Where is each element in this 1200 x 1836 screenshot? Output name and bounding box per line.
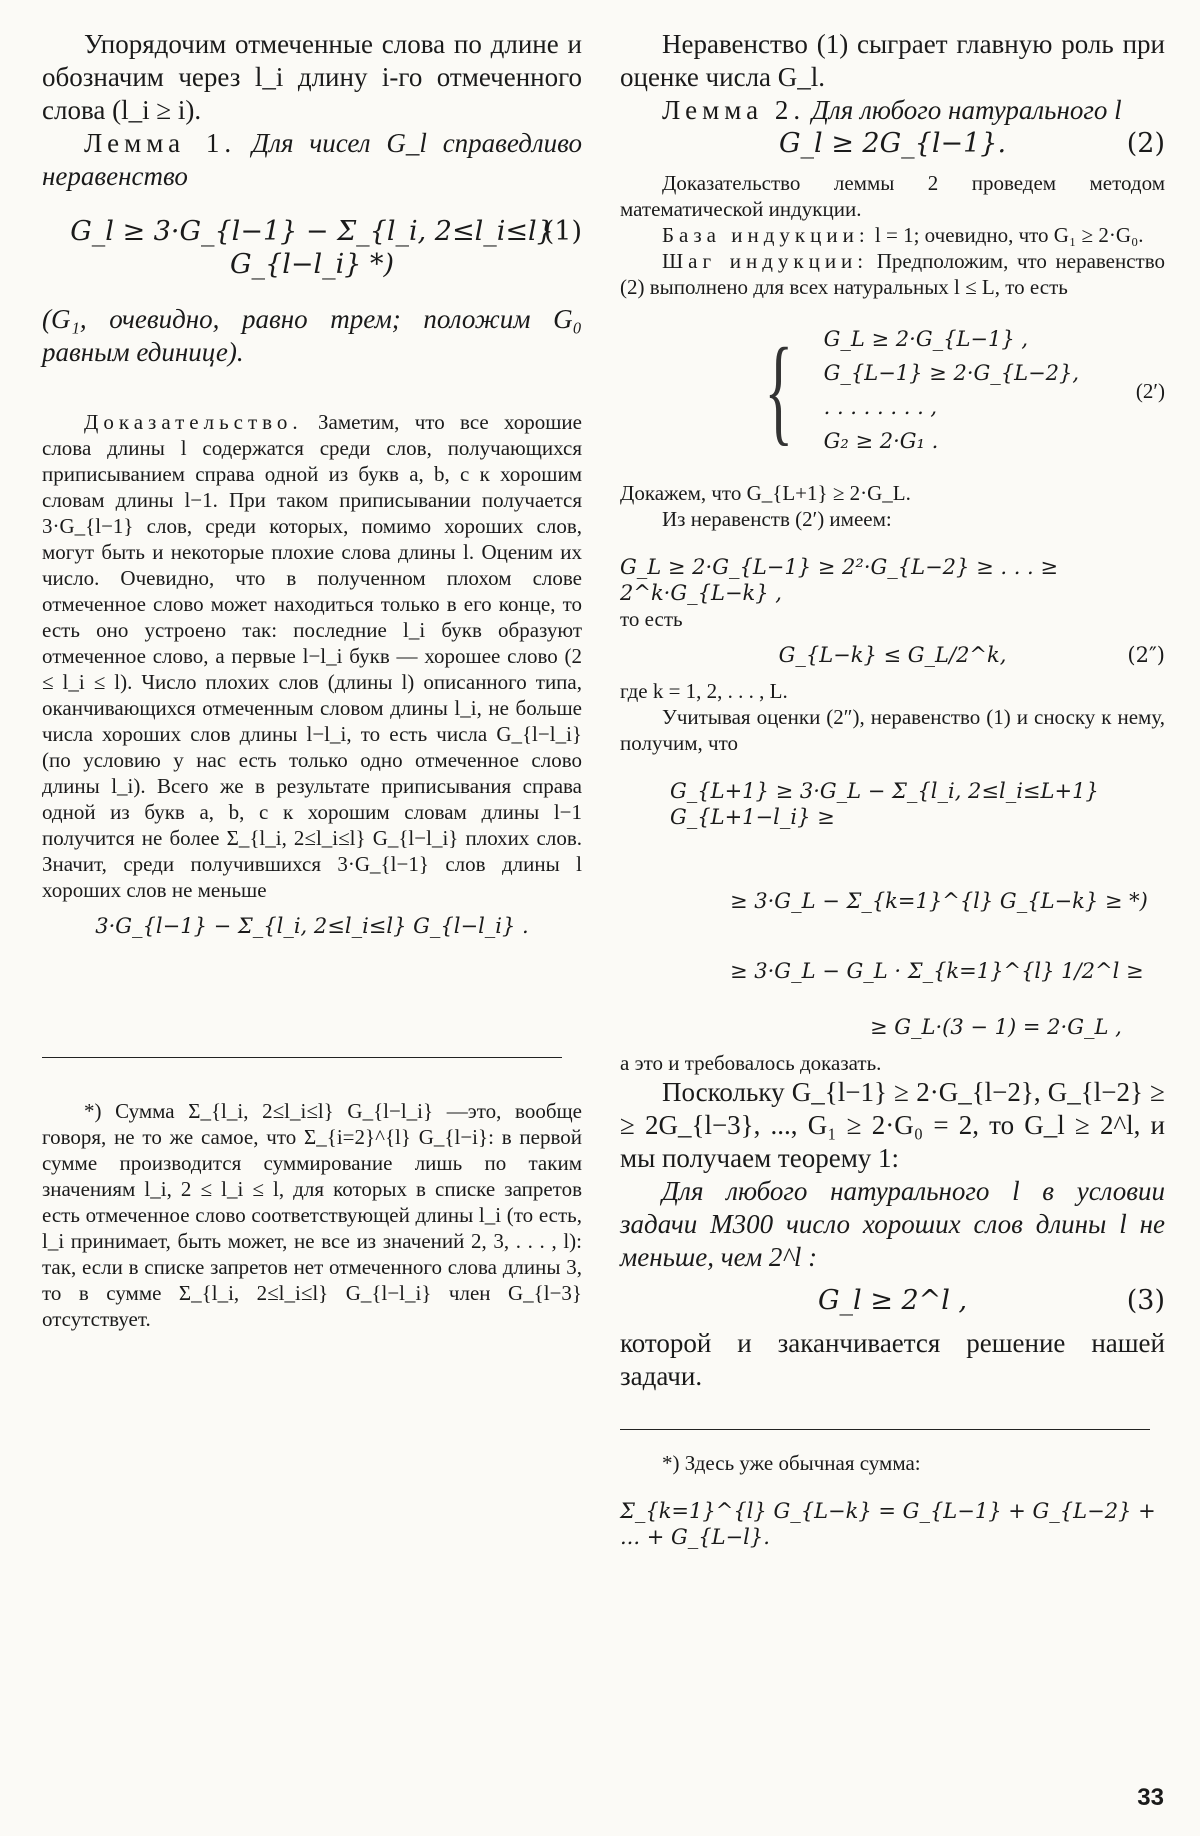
footnote-left: *) Сумма Σ_{l_i, 2≤l_i≤l} G_{l−l_i} —это, вообще говоря, не то же самое, что Σ_{i=2}^{l} G_{l−i}: в первой сумме производится суммирование лишь по таким значениям l_i, 2 ≤ l_i ≤ l, для которых в списке запретов есть отмеченное слово соответствующей длины l_i (то есть, l_i принимает, быть может, не все из значений 2, 3, . . . , l): так, если в списке запретов нет отмеченного слова длины 3, то в сумме Σ_{l_i, 2≤l_i≤l} G_{l−l_i} член G_{l−3} отсутствует. <box>42 1099 582 1331</box>
page-number: 33 <box>1137 1784 1164 1811</box>
then-text: то есть <box>620 607 683 631</box>
note-g1: (G₁, очевидно, равно трем; положим G₀ равным единице). <box>42 304 582 367</box>
from-inequalities: Из неравенств (2′) имеем: <box>662 507 892 531</box>
left-column <box>42 28 582 1332</box>
conclusion-text: которой и заканчивается решение нашей задачи. <box>620 1328 1165 1391</box>
calculation <box>620 778 1165 1040</box>
system-brace: { <box>764 323 794 456</box>
right-column <box>620 28 1165 1550</box>
equation-2pp-body: G_{L−k} ≤ G_L/2^k, <box>778 643 1007 667</box>
induction-base <box>620 222 1165 248</box>
lemma-1 <box>42 127 582 193</box>
system-line: G_{L−1} ≥ 2·G_{L−2}, <box>823 361 1080 385</box>
theorem-1: Для любого натурального l в условии задачи М300 число хороших слов длины l не меньше, чем 2^l : <box>620 1176 1165 1272</box>
equation-2pp-number: (2″) <box>1127 643 1165 667</box>
equation-2-body: G_l ≥ 2G_{l−1}. <box>778 128 1007 159</box>
equation-2-number: (2) <box>1126 128 1165 159</box>
proof-text: Заметим, что все хорошие слова длины l содержатся среди слов, получающихся приписыванием справа одной из букв a, b, c к хорошим словам длины l−1. При таком приписывании получается 3·G_{l−1} слов, среди которых, помимо хороших слов, могут быть и некоторые плохие слова длины l. Оценим их число. Очевидно, что в полученном плохом слове отмеченное слово может находиться только в его конце, то есть оно устроено так: последние l_i букв образуют отмеченное слово, а первые l−l_i букв — хорошее слово (2 ≤ l_i ≤ l). Число плохих слов (длины l) описанного типа, оканчивающихся отмеченным словом длины l_i, не больше числа хороших слов длины l−l_i, то есть числа G_{l−l_i} (по условию у нас есть только одно отмеченное слово длины l_i). Всего же в результате приписывания справа одной из букв a, b, c к хорошим словам длины l−1 получится не более Σ_{l_i, 2≤l_i≤l} G_{l−l_i} плохих слов. Значит, среди получившихся 3·G_{l−1} слов длины l хороших слов не меньше <box>42 410 582 902</box>
proof-lemma-1 <box>42 409 582 903</box>
system-2prime <box>620 322 1165 458</box>
calc-line: ≥ G_L·(3 − 1) = 2·G_L , <box>870 1015 1122 1039</box>
qed-text: а это и требовалось доказать. <box>620 1051 882 1075</box>
where-text: где k = 1, 2, . . . , L. <box>620 679 788 703</box>
paragraph-role: Неравенство (1) сыграет главную роль при оценке числа G_l. <box>620 29 1165 92</box>
paragraph-intro: Упорядочим отмеченные слова по длине и обозначим через l_i длину i-го отмеченного слова (l_i ≥ i). <box>42 29 582 125</box>
prove-statement: Докажем, что G_{L+1} ≥ 2·G_L. <box>620 481 911 505</box>
calc-line: G_{L+1} ≥ 3·G_L − Σ_{l_i, 2≤l_i≤L+1} G_{L+1−l_i} ≥ <box>670 779 1099 829</box>
proof-heading: Доказательство. <box>84 410 303 434</box>
lemma-1-text: Для чисел G_l справедливо неравенство <box>42 128 583 191</box>
induction-base-heading: База индукции: <box>662 223 870 247</box>
system-number: (2′) <box>1135 379 1165 403</box>
calc-line: ≥ 3·G_L − G_L · Σ_{k=1}^{l} 1/2^l ≥ <box>730 959 1144 983</box>
using-text: Учитывая оценки (2″), неравенство (1) и сноску к нему, получим, что <box>620 705 1165 755</box>
lemma-2 <box>620 94 1165 127</box>
equation-2 <box>620 127 1165 160</box>
equation-3-number: (3) <box>1126 1285 1165 1316</box>
footnote-equation: Σ_{k=1}^{l} G_{L−k} = G_{L−1} + G_{L−2} + ... + G_{L−l}. <box>620 1499 1156 1549</box>
lemma-2-heading: Лемма 2. <box>662 95 806 125</box>
proof-equation: 3·G_{l−1} − Σ_{l_i, 2≤l_i≤l} G_{l−l_i} . <box>95 914 529 938</box>
inequality-chain: G_L ≥ 2·G_{L−1} ≥ 2²·G_{L−2} ≥ . . . ≥ 2^k·G_{L−k} , <box>620 555 1058 605</box>
induction-step-heading: Шаг индукции: <box>662 249 869 273</box>
calc-line: ≥ 3·G_L − Σ_{k=1}^{l} G_{L−k} ≥ *) <box>730 889 1148 913</box>
system-line: G₂ ≥ 2·G₁ . <box>823 429 939 453</box>
lemma-1-heading: Лемма 1. <box>84 128 237 158</box>
system-line: . . . . . . . . , <box>823 395 938 419</box>
equation-1-number: (1) <box>543 216 582 247</box>
induction-step-text: Предположим, что неравенство (2) выполнено для всех натуральных l ≤ L, то есть <box>620 249 1166 299</box>
footnote-right: *) Здесь уже обычная сумма: <box>662 1451 921 1475</box>
equation-3 <box>620 1284 1165 1317</box>
lemma-2-text: Для любого натурального l <box>811 95 1122 125</box>
equation-2pp <box>620 642 1165 668</box>
induction-step <box>620 248 1165 300</box>
induction-base-text: l = 1; очевидно, что G₁ ≥ 2·G₀. <box>874 223 1144 247</box>
equation-3-body: G_l ≥ 2^l , <box>817 1285 968 1316</box>
system-line: G_L ≥ 2·G_{L−1} , <box>823 327 1029 351</box>
equation-1 <box>42 215 582 281</box>
proof-lemma-2: Доказательство леммы 2 проведем методом математической индукции. <box>620 171 1165 221</box>
since-text: Поскольку G_{l−1} ≥ 2·G_{l−2}, G_{l−2} ≥ ≥ 2G_{l−3}, ..., G₁ ≥ 2·G₀ = 2, то G_l ≥ 2^l, и мы получаем теорему 1: <box>620 1077 1165 1173</box>
equation-1-body: G_l ≥ 3·G_{l−1} − Σ_{l_i, 2≤l_i≤l} G_{l−l_i} *) <box>70 216 554 280</box>
